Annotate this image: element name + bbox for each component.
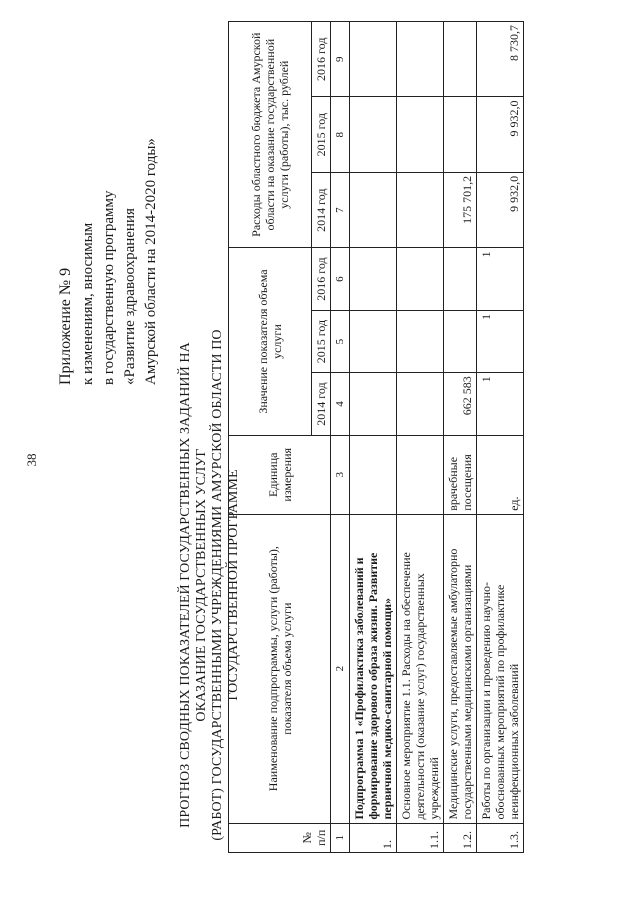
table-row [444,22,477,853]
header-year-cost: 2015 год [312,97,331,172]
row-value-2016 [350,248,397,310]
row-value-2016: 1 [477,248,524,310]
row-value-2014 [350,373,397,435]
row-cost-2016: 8 730,7 [477,22,524,97]
appendix-block [55,138,162,385]
row-cost-2014 [397,172,444,247]
row-name: Медицинские услуги, предоставляемые амбулаторно государственными медицинскими организациями [444,514,477,823]
header-year-cost: 2014 год [312,172,331,247]
column-index: 2 [331,514,350,823]
row-value-2016 [444,248,477,310]
header-year-value: 2016 год [312,248,331,310]
row-cost-2016 [444,22,477,97]
column-index: 1 [331,823,350,852]
appendix-line: к изменениям, вносимым [80,222,96,385]
row-value-2015 [444,310,477,372]
row-value-2015 [350,310,397,372]
row-value-2016 [397,248,444,310]
row-value-2014 [397,373,444,435]
row-number: 1.3. [477,823,524,852]
row-name: Подпрограмма 1 «Профилактика заболеваний и формирование здорового образа жизни. Развитие первичной медико-санитарной помощи» [350,514,397,823]
row-cost-2015 [350,97,397,172]
table-row [397,22,444,853]
header-cost-group: Расходы областного бюджета Амурской области на оказание государственной услуги (работы), тыс. рублей [229,22,312,248]
row-value-2014: 662 583 [444,373,477,435]
row-cost-2015: 9 932,0 [477,97,524,172]
header-year-value: 2014 год [312,373,331,435]
row-number: 1. [350,823,397,852]
row-number: 1.2. [444,823,477,852]
column-index-row [331,22,350,853]
column-index: 9 [331,22,350,97]
row-cost-2014: 175 701,2 [444,172,477,247]
row-number: 1.1. [397,823,444,852]
header-year-value: 2015 год [312,310,331,372]
column-index: 8 [331,97,350,172]
row-unit [350,435,397,514]
appendix-number: Приложение № 9 [57,267,74,385]
column-index: 3 [331,435,350,514]
header-row-1 [229,22,312,853]
column-index: 4 [331,373,350,435]
title-line-2: (РАБОТ) ГОСУДАРСТВЕННЫМИ УЧРЕЖДЕНИЯМИ АМУРСКОЙ ОБЛАСТИ ПО ГОСУДАРСТВЕННОЙ ПРОГРАММЕ [210,329,241,841]
row-value-2015 [397,310,444,372]
row-cost-2015 [444,97,477,172]
page-number: 38 [24,453,39,467]
appendix-line: «Развитие здравоохранения [122,208,138,385]
appendix-line: Амурской области на 2014-2020 годы» [143,138,159,385]
row-cost-2016 [397,22,444,97]
row-value-2014: 1 [477,373,524,435]
header-name: Наименование подпрограммы, услуги (работы), показателя объема услуги [229,514,331,823]
forecast-table [228,21,524,853]
row-cost-2015 [397,97,444,172]
appendix-line: в государственную программу [101,190,117,385]
column-index: 6 [331,248,350,310]
table-row [350,22,397,853]
title-line-1: ПРОГНОЗ СВОДНЫХ ПОКАЗАТЕЛЕЙ ГОСУДАРСТВЕННЫХ ЗАДАНИЙ НА ОКАЗАНИЕ ГОСУДАРСТВЕННЫХ УСЛУГ [178,342,209,828]
header-year-cost: 2016 год [312,22,331,97]
row-unit [397,435,444,514]
header-num: № п/п [229,823,331,852]
row-cost-2014 [350,172,397,247]
row-name: Основное мероприятие 1.1. Расходы на обеспечение деятельности (оказание услуг) государственных учреждений [397,514,444,823]
header-value-group: Значение показателя объема услуги [229,248,312,435]
column-index: 5 [331,310,350,372]
row-unit: врачебные посещения [444,435,477,514]
table-row [477,22,524,853]
column-index: 7 [331,172,350,247]
row-name: Работы по организации и проведению научно-обоснованных мероприятий по профилактике неинфекционных заболеваний [477,514,524,823]
row-cost-2014: 9 932,0 [477,172,524,247]
row-value-2015: 1 [477,310,524,372]
row-cost-2016 [350,22,397,97]
row-unit: ед. [477,435,524,514]
header-unit: Единица измерения [229,435,331,514]
